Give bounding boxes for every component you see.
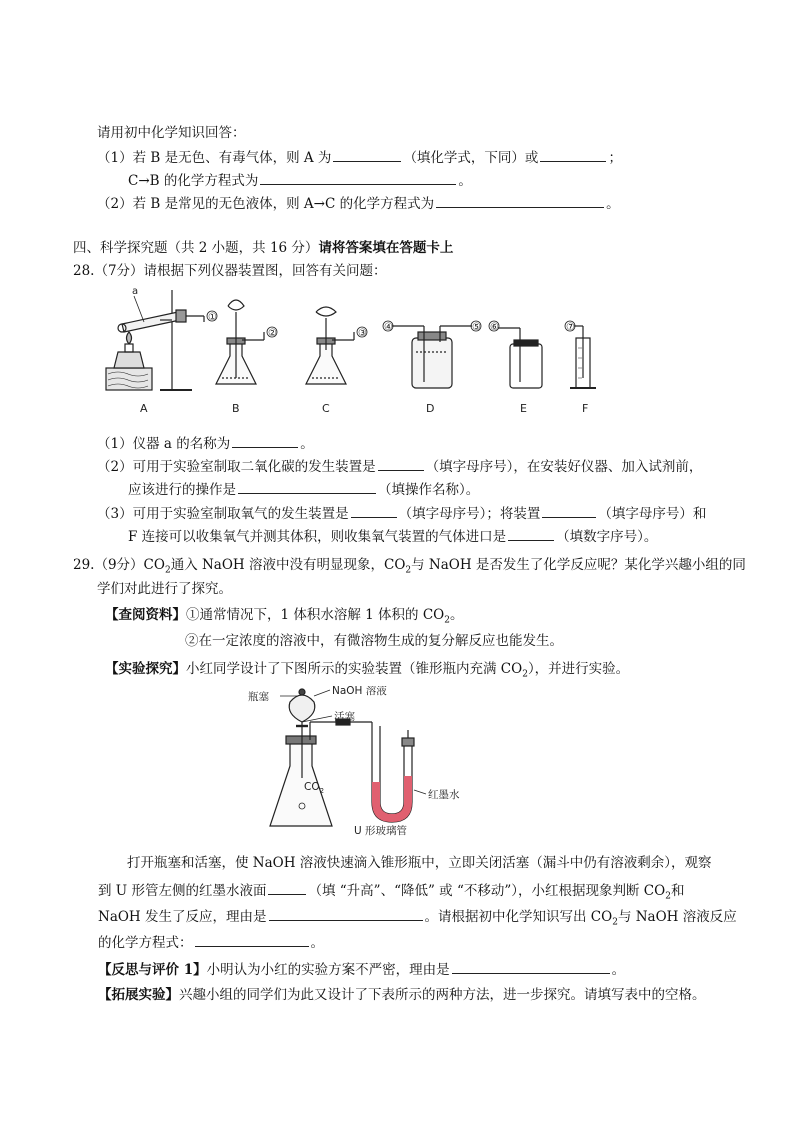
long-neck-funnel — [228, 300, 244, 310]
answer-blank[interactable] — [268, 880, 306, 895]
answer-blank[interactable] — [333, 147, 401, 162]
label-a: a — [132, 286, 139, 297]
answer-blank[interactable] — [542, 503, 596, 518]
q27-part2: （2）若 B 是常见的无色液体，则 A→C 的化学方程式为 。 — [97, 193, 620, 214]
caption-f: F — [582, 402, 589, 415]
label-ink: 红墨水 — [428, 789, 460, 801]
q28-part1: （1）仪器 a 的名称为 。 — [97, 433, 314, 454]
label-valve: 活塞 — [334, 711, 355, 723]
q29-info2: ②在一定浓度的溶液中，有微溶物生成的复分解反应也能发生。 — [185, 633, 563, 649]
caption-e: E — [520, 402, 527, 415]
caption-c: C — [322, 402, 330, 415]
q29-stem-line2: 学们对此进行了探究。 — [97, 581, 232, 597]
caption-d: D — [426, 402, 435, 415]
port-4: ④ — [384, 322, 393, 333]
label-co2: $CO_2$ — [304, 781, 325, 795]
q29-reflect: 【反思与评价 1】小明认为小红的实验方案不严密，理由是 。 — [98, 959, 625, 980]
q29-para3: NaOH 发生了反应，理由是 。请根据初中化学知识写出 $CO_2$与 NaOH 溶液反应 — [98, 906, 737, 933]
answer-blank[interactable] — [436, 193, 604, 208]
q27-part1-line2: C→B 的化学方程式为 。 — [128, 170, 472, 191]
q29-apparatus-figure — [240, 686, 500, 836]
q28-stem: 28.（7分）请根据下列仪器装置图，回答有关问题： — [73, 263, 387, 279]
port-2: ② — [268, 328, 277, 339]
gas-wash-bottle — [412, 338, 452, 388]
separatory-funnel — [316, 307, 336, 316]
q29-stem: 29.（9分）$CO_2$通入 NaOH 溶液中没有明显现象，$CO_2$与 NaOH 是否发生了化学反应呢？某化学兴趣小组的同 — [73, 557, 746, 576]
answer-blank[interactable] — [260, 170, 456, 185]
label-naoh: NaOH 溶液 — [332, 686, 387, 697]
section4-title: 四、科学探究题（共 2 小题，共 16 分）请将答案填在答题卡上 — [73, 240, 454, 256]
alcohol-lamp — [114, 352, 144, 368]
port-1: ① — [208, 312, 217, 323]
q29-para2: 到 U 形管左侧的红墨水液面 （填 “升高”、“降低” 或 “不移动”），小红根据现象判断 $CO_2$和 — [98, 880, 684, 907]
q28-part2-line2: 应该进行的操作是 （填操作名称）。 — [128, 479, 479, 500]
q29-para4: 的化学方程式： 。 — [98, 932, 324, 953]
port-5: ⑤ — [472, 322, 481, 333]
funnel-bulb — [289, 695, 315, 722]
port-7: ⑦ — [566, 322, 575, 333]
answer-blank[interactable] — [540, 147, 606, 162]
q28-part3-line2: F 连接可以收集氧气并测其体积，则收集氧气装置的气体进口是 （填数字序号）。 — [128, 526, 657, 547]
q29-info1: 【查阅资料】①通常情况下，1 体积水溶解 1 体积的 $CO_2$。 — [105, 607, 464, 626]
port-6: ⑥ — [490, 322, 499, 333]
answer-blank[interactable] — [378, 456, 424, 471]
port-3: ③ — [358, 328, 367, 339]
conical-flask — [270, 742, 332, 826]
answer-blank[interactable] — [452, 959, 610, 974]
q27-part1: （1）若 B 是无色、有毒气体，则 A 为 （填化学式，下同）或 ； — [97, 147, 622, 168]
answer-blank[interactable] — [232, 433, 298, 448]
intro-text: 请用初中化学知识回答： — [97, 125, 246, 141]
test-tube — [122, 312, 180, 332]
answer-blank[interactable] — [508, 526, 554, 541]
label-utube: U 形玻璃管 — [354, 825, 408, 836]
answer-blank[interactable] — [195, 932, 309, 947]
q28-apparatus-figure — [100, 282, 620, 422]
red-ink — [372, 776, 412, 822]
q28-part3: （3）可用于实验室制取氧气的发生装置是 （填字母序号）；将装置 （填字母序号）和 — [97, 503, 706, 524]
collecting-bottle — [510, 344, 542, 388]
answer-blank[interactable] — [269, 906, 423, 921]
caption-a: A — [140, 402, 148, 415]
q29-extend: 【拓展实验】兴趣小组的同学们为此又设计了下表所示的两种方法，进一步探究。请填写表中的空格。 — [98, 987, 706, 1003]
q28-part2: （2）可用于实验室制取二氧化碳的发生装置是 （填字母序号），在安装好仪器、加入试剂前， — [97, 456, 702, 477]
q29-experiment: 【实验探究】小红同学设计了下图所示的实验装置（锥形瓶内充满 $CO_2$），并进行实验。 — [105, 661, 630, 680]
label-stopper: 瓶塞 — [248, 691, 269, 703]
answer-blank[interactable] — [351, 503, 397, 518]
caption-b: B — [232, 402, 240, 415]
q29-para1: 打开瓶塞和活塞，使 NaOH 溶液快速滴入锥形瓶中，立即关闭活塞（漏斗中仍有溶液剩余），观察 — [127, 855, 712, 871]
answer-blank[interactable] — [238, 479, 376, 494]
